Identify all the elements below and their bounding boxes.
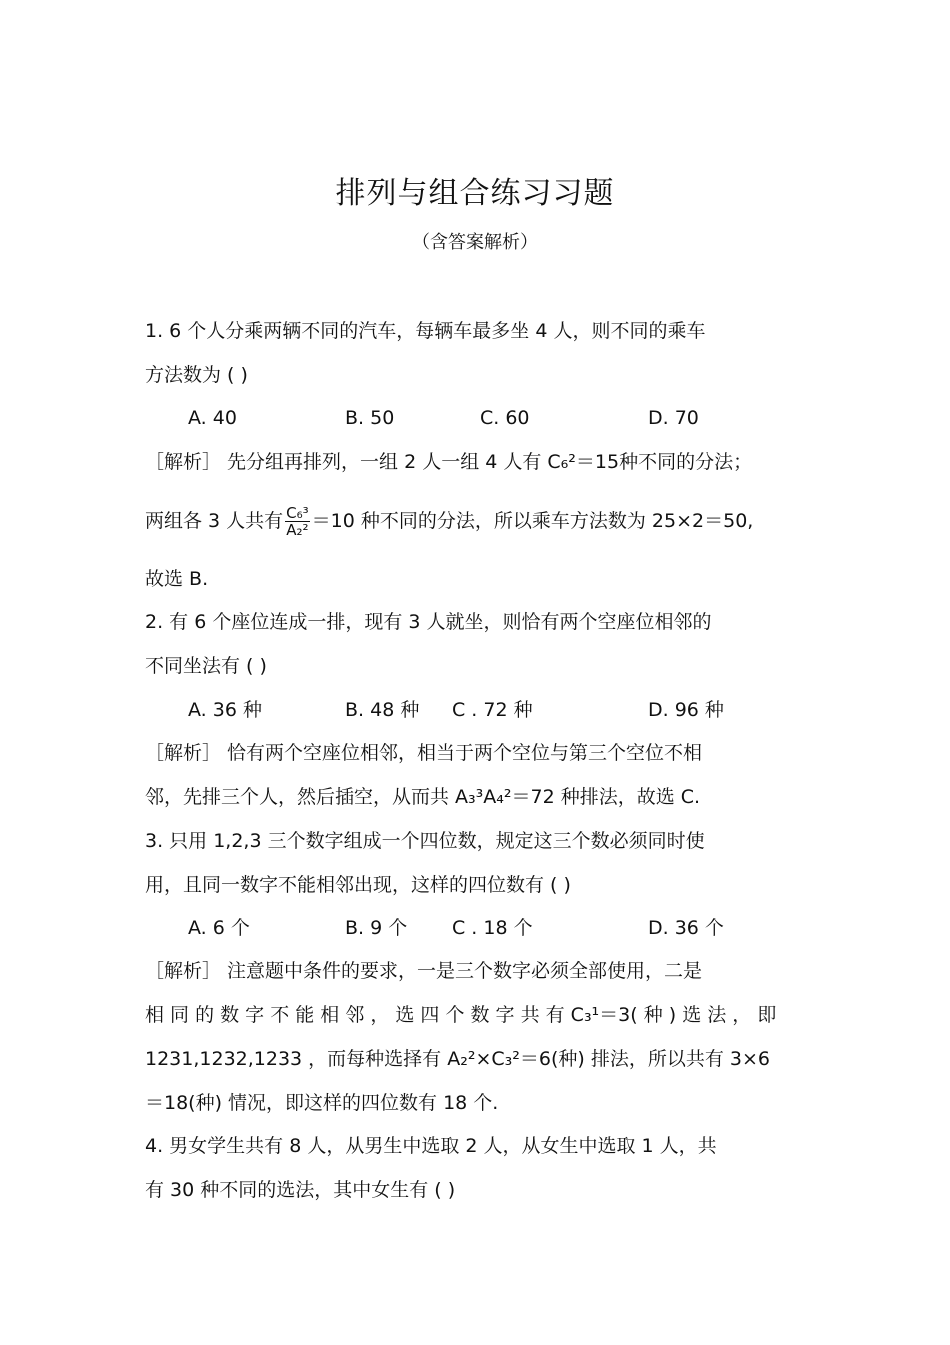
q1-analysis-line2-pre: 两组各 3 人共有: [145, 510, 284, 532]
q3-analysis-line4: ＝18(种) 情况，即这样的四位数有 18 个.: [145, 1092, 499, 1114]
q4-stem-line2: 有 30 种不同的选法，其中女生有 ( ): [145, 1179, 456, 1201]
q3-stem-line1: 3. 只用 1,2,3 三个数字组成一个四位数，规定这三个数必须同时使: [145, 830, 705, 852]
q3-option-c: C . 18 个: [452, 917, 533, 939]
q2-stem-line1: 2. 有 6 个座位连成一排，现有 3 人就坐，则恰有两个空座位相邻的: [145, 611, 712, 633]
q3-analysis-line1: ［解析］ 注意题中条件的要求，一是三个数字必须全部使用，二是: [145, 960, 703, 982]
q1-fraction-denominator: A₂²: [286, 521, 309, 539]
q3-analysis-line3: 1231,1232,1233 ，而每种选择有 A₂²×C₃²＝6(种) 排法，所以共有 3×6: [145, 1048, 770, 1070]
q2-analysis-line1: ［解析］ 恰有两个空座位相邻，相当于两个空位与第三个空位不相: [145, 742, 703, 764]
q1-option-a: A. 40: [188, 407, 237, 429]
q1-fraction-numerator: C₆³: [286, 504, 309, 522]
q3-option-d: D. 36 个: [648, 917, 724, 939]
q1-option-b: B. 50: [345, 407, 395, 429]
page-subtitle: （含答案解析）: [412, 232, 538, 253]
q1-analysis-line2: [145, 505, 753, 538]
page-title: 排列与组合练习习题: [335, 176, 615, 211]
q2-option-b: B. 48 种: [345, 699, 420, 721]
q2-option-d: D. 96 种: [648, 699, 724, 721]
q3-option-b: B. 9 个: [345, 917, 408, 939]
q1-analysis-line3: 故选 B.: [145, 568, 209, 590]
q1-analysis-line2-post: ＝10 种不同的分法，所以乘车方法数为 25×2＝50,: [311, 510, 754, 532]
q1-option-d: D. 70: [648, 407, 699, 429]
q1-analysis-line1: ［解析］ 先分组再排列，一组 2 人一组 4 人有 C₆²＝15种不同的分法；: [145, 451, 753, 473]
q3-analysis-line2: 相 同 的 数 字 不 能 相 邻 ， 选 四 个 数 字 共 有 C₃¹＝3( 种 ) 选 法 ， 即: [145, 1004, 777, 1026]
q1-stem-line2: 方法数为 ( ): [145, 364, 248, 386]
q2-option-a: A. 36 种: [188, 699, 262, 721]
q3-stem-line2: 用，且同一数字不能相邻出现，这样的四位数有 ( ): [145, 874, 571, 896]
q2-analysis-line2: 邻，先排三个人，然后插空，从而共 A₃³A₄²＝72 种排法，故选 C.: [145, 786, 701, 808]
q1-stem-line1: 1. 6 个人分乘两辆不同的汽车，每辆车最多坐 4 人，则不同的乘车: [145, 320, 706, 342]
q3-option-a: A. 6 个: [188, 917, 250, 939]
q1-option-c: C. 60: [480, 407, 530, 429]
q2-stem-line2: 不同坐法有 ( ): [145, 655, 267, 677]
q4-stem-line1: 4. 男女学生共有 8 人，从男生中选取 2 人，从女生中选取 1 人，共: [145, 1135, 717, 1157]
q1-fraction: [285, 505, 310, 538]
q2-option-c: C . 72 种: [452, 699, 533, 721]
